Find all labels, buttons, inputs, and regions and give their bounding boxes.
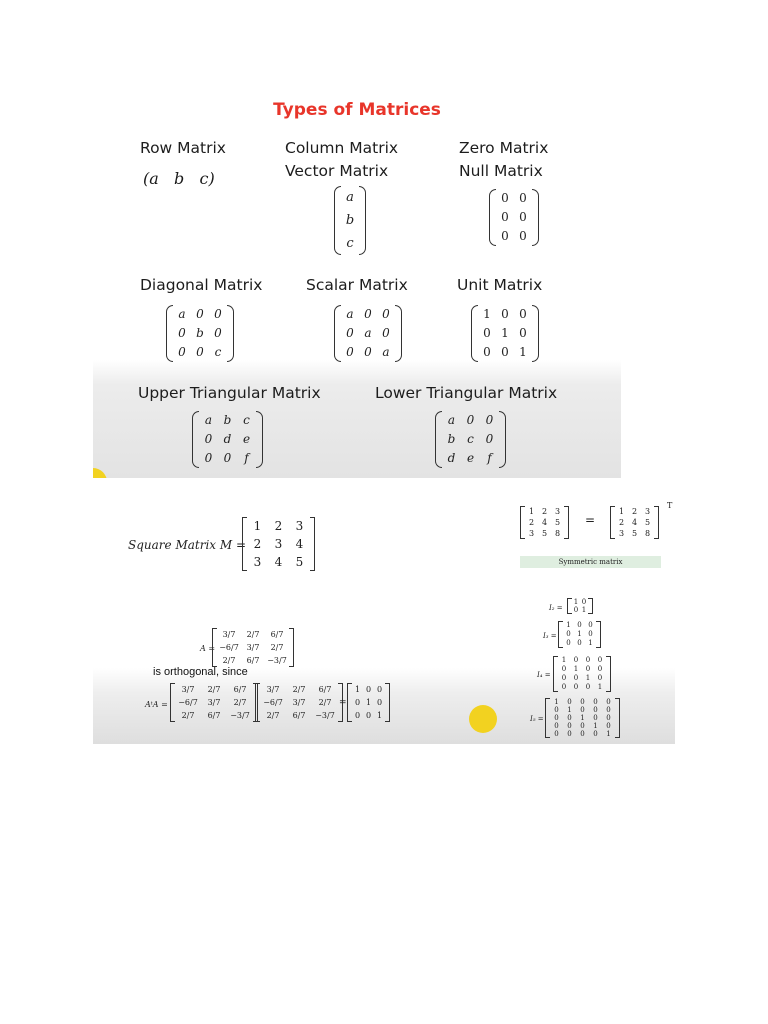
scalar-matrix-cell: 0 bbox=[346, 345, 354, 359]
column-matrix-cell: c bbox=[346, 236, 354, 251]
i4-cell: 1 bbox=[561, 656, 567, 664]
lower-triangular-cell: f bbox=[487, 451, 492, 465]
i3-cell: 0 bbox=[566, 630, 571, 638]
zero-matrix bbox=[489, 189, 539, 246]
upper-triangular-cell: 0 bbox=[204, 451, 213, 465]
unit-matrix-cell: 1 bbox=[483, 307, 491, 321]
symmetric-equals: = bbox=[585, 513, 596, 527]
scalar-matrix-cell: 0 bbox=[346, 326, 354, 340]
product-m1-cell: −3/7 bbox=[230, 711, 250, 720]
i5-cell: 0 bbox=[606, 722, 611, 730]
orthogonal-a-cell: 6/7 bbox=[246, 656, 260, 665]
unit-matrix-cell: 0 bbox=[483, 326, 491, 340]
product-m1-cell: 2/7 bbox=[181, 711, 195, 720]
row-matrix-label: Row Matrix bbox=[140, 139, 226, 157]
symmetric-left-cell: 3 bbox=[528, 529, 535, 538]
unit-matrix-cell: 0 bbox=[483, 345, 491, 359]
i5-cell: 0 bbox=[580, 722, 585, 730]
i2-cell: 0 bbox=[581, 598, 587, 606]
i3-cell: 0 bbox=[588, 621, 593, 629]
product-identity-cell: 0 bbox=[354, 698, 361, 707]
scalar-matrix-label: Scalar Matrix bbox=[306, 276, 408, 294]
cursor-highlight-dot bbox=[93, 468, 107, 478]
i5-cell: 0 bbox=[593, 706, 598, 714]
identity-matrix-i5 bbox=[545, 698, 620, 738]
i4-cell: 0 bbox=[585, 665, 591, 673]
scalar-matrix-cell: 0 bbox=[364, 307, 372, 321]
orthogonal-a-label: A = bbox=[200, 644, 216, 653]
unit-matrix-cell: 0 bbox=[501, 345, 509, 359]
i4-cell: 0 bbox=[597, 674, 603, 682]
i5-cell: 0 bbox=[606, 714, 611, 722]
i5-cell: 0 bbox=[554, 730, 559, 738]
i2-cell: 0 bbox=[573, 606, 579, 614]
upper-triangular-cell: d bbox=[223, 432, 232, 446]
orthogonal-statement: is orthogonal, since bbox=[153, 666, 248, 678]
i4-cell: 0 bbox=[573, 656, 579, 664]
i5-cell: 1 bbox=[593, 722, 598, 730]
square-matrix-cell: 4 bbox=[274, 555, 283, 569]
i4-cell: 0 bbox=[573, 683, 579, 691]
orthogonal-a-cell: 2/7 bbox=[246, 630, 260, 639]
lower-triangular-cell: a bbox=[447, 413, 456, 427]
symmetric-right-cell: 2 bbox=[631, 507, 638, 516]
i3-cell: 0 bbox=[577, 639, 582, 647]
zero-matrix-cell: 0 bbox=[501, 229, 509, 243]
orthogonal-matrix-a bbox=[212, 628, 294, 667]
i5-cell: 1 bbox=[554, 698, 559, 706]
product-m2-cell: −6/7 bbox=[263, 698, 283, 707]
i4-cell: 1 bbox=[597, 683, 603, 691]
product-identity-cell: 0 bbox=[365, 685, 372, 694]
product-m1-cell: 2/7 bbox=[233, 698, 247, 707]
column-matrix-label: Column Matrix bbox=[285, 139, 399, 157]
orthogonal-a-cell: 2/7 bbox=[270, 643, 284, 652]
i3-cell: 1 bbox=[588, 639, 593, 647]
product-identity-cell: 0 bbox=[376, 698, 383, 707]
lower-triangular-label: Lower Triangular Matrix bbox=[375, 384, 558, 402]
orthogonal-product-label: AᵗA = bbox=[145, 700, 168, 709]
product-m1-cell: 6/7 bbox=[207, 711, 221, 720]
lower-triangular-cell: c bbox=[467, 432, 474, 446]
unit-matrix bbox=[471, 305, 539, 362]
symmetric-left-cell: 3 bbox=[554, 507, 561, 516]
i5-cell: 0 bbox=[606, 698, 611, 706]
orthogonal-a-cell: 3/7 bbox=[246, 643, 260, 652]
symmetric-right-cell: 8 bbox=[644, 529, 651, 538]
i5-cell: 0 bbox=[580, 730, 585, 738]
i4-cell: 0 bbox=[561, 674, 567, 682]
identity-matrix-i3 bbox=[558, 621, 601, 648]
i4-cell: 0 bbox=[597, 665, 603, 673]
scalar-matrix-cell: a bbox=[364, 326, 372, 340]
lower-triangular-cell: 0 bbox=[485, 432, 494, 446]
upper-triangular-cell: b bbox=[223, 413, 232, 427]
symmetric-right-cell: 1 bbox=[618, 507, 625, 516]
square-matrix-cell: 3 bbox=[295, 519, 304, 533]
i2-cell: 1 bbox=[581, 606, 587, 614]
i5-cell: 0 bbox=[567, 714, 572, 722]
i3-cell: 1 bbox=[566, 621, 571, 629]
square-matrix-cell: 5 bbox=[295, 555, 304, 569]
orthogonal-a-cell: 3/7 bbox=[222, 630, 236, 639]
lower-triangular-cell: 0 bbox=[485, 413, 494, 427]
orthogonal-a-cell: −6/7 bbox=[219, 643, 239, 652]
product-identity-cell: 1 bbox=[376, 711, 383, 720]
diagonal-matrix-cell: b bbox=[196, 326, 204, 340]
scalar-matrix-cell: a bbox=[382, 345, 390, 359]
orthogonal-a-cell: −3/7 bbox=[267, 656, 287, 665]
symmetric-right-cell: 3 bbox=[618, 529, 625, 538]
orthogonal-a-cell: 2/7 bbox=[222, 656, 236, 665]
product-m1-cell: 3/7 bbox=[207, 698, 221, 707]
i5-cell: 1 bbox=[580, 714, 585, 722]
i4-cell: 0 bbox=[573, 674, 579, 682]
matrix-examples-panel bbox=[93, 478, 675, 744]
i5-cell: 0 bbox=[580, 706, 585, 714]
product-m2-cell: 2/7 bbox=[266, 711, 280, 720]
i5-cell: 0 bbox=[554, 714, 559, 722]
unit-matrix-label: Unit Matrix bbox=[457, 276, 543, 294]
product-m2-cell: 3/7 bbox=[266, 685, 280, 694]
product-m2-cell: −3/7 bbox=[315, 711, 335, 720]
zero-matrix-cell: 0 bbox=[501, 191, 509, 205]
scalar-matrix-cell: a bbox=[346, 307, 354, 321]
scalar-matrix-cell: 0 bbox=[382, 326, 390, 340]
i5-cell: 0 bbox=[606, 706, 611, 714]
symmetric-left-cell: 2 bbox=[541, 507, 548, 516]
upper-triangular-cell: a bbox=[204, 413, 213, 427]
column-matrix-cell: a bbox=[346, 190, 354, 205]
symmetric-left-cell: 4 bbox=[541, 518, 548, 527]
product-m2-cell: 2/7 bbox=[292, 685, 306, 694]
lower-triangular-cell: 0 bbox=[466, 413, 475, 427]
diagonal-matrix-cell: 0 bbox=[214, 307, 222, 321]
i4-label: I₄ = bbox=[537, 671, 551, 679]
vector-matrix-label: Vector Matrix bbox=[285, 162, 389, 180]
diagonal-matrix bbox=[166, 305, 234, 362]
i5-cell: 0 bbox=[593, 698, 598, 706]
product-m1-cell: 6/7 bbox=[233, 685, 247, 694]
product-m2-cell: 2/7 bbox=[318, 698, 332, 707]
orthogonal-product-m2 bbox=[255, 683, 343, 722]
product-identity-cell: 0 bbox=[354, 711, 361, 720]
product-identity-cell: 1 bbox=[365, 698, 372, 707]
i5-cell: 0 bbox=[593, 714, 598, 722]
orthogonal-product-m1 bbox=[170, 683, 258, 722]
i5-cell: 0 bbox=[580, 698, 585, 706]
scalar-matrix bbox=[334, 305, 402, 362]
orthogonal-identity-result bbox=[347, 683, 390, 722]
square-matrix-cell: 1 bbox=[253, 519, 262, 533]
types-of-matrices-slide bbox=[93, 85, 621, 478]
square-matrix-cell: 3 bbox=[274, 537, 283, 551]
i5-label: I₅ = bbox=[530, 715, 544, 723]
square-matrix-cell: 3 bbox=[253, 555, 262, 569]
i5-cell: 0 bbox=[554, 706, 559, 714]
i5-cell: 1 bbox=[567, 706, 572, 714]
unit-matrix-cell: 1 bbox=[501, 326, 509, 340]
diagonal-matrix-cell: 0 bbox=[178, 326, 186, 340]
lower-triangular-matrix bbox=[435, 411, 506, 468]
i2-label: I₂ = bbox=[549, 604, 563, 612]
diagonal-matrix-cell: 0 bbox=[178, 345, 186, 359]
upper-triangular-cell: c bbox=[243, 413, 250, 427]
i4-cell: 0 bbox=[585, 683, 591, 691]
orthogonal-product-equals: = bbox=[339, 698, 347, 708]
product-identity-cell: 0 bbox=[376, 685, 383, 694]
product-m2-cell: 6/7 bbox=[318, 685, 332, 694]
transpose-superscript: T bbox=[667, 501, 673, 510]
i5-cell: 0 bbox=[567, 730, 572, 738]
column-matrix-cell: b bbox=[345, 213, 355, 228]
i2-cell: 1 bbox=[573, 598, 579, 606]
product-identity-cell: 1 bbox=[354, 685, 361, 694]
i3-label: I₃ = bbox=[543, 632, 557, 640]
unit-matrix-cell: 1 bbox=[519, 345, 527, 359]
symmetric-right-cell: 5 bbox=[631, 529, 638, 538]
square-matrix-cell: 2 bbox=[253, 537, 262, 551]
square-matrix-label: Square Matrix M = bbox=[128, 538, 247, 552]
square-matrix bbox=[242, 517, 315, 571]
i4-cell: 1 bbox=[573, 665, 579, 673]
product-m1-cell: 2/7 bbox=[207, 685, 221, 694]
diagonal-matrix-cell: 0 bbox=[196, 307, 204, 321]
zero-matrix-cell: 0 bbox=[519, 210, 527, 224]
upper-triangular-label: Upper Triangular Matrix bbox=[138, 384, 321, 402]
i4-cell: 0 bbox=[597, 656, 603, 664]
column-matrix bbox=[334, 186, 366, 255]
symmetric-left-cell: 5 bbox=[541, 529, 548, 538]
diagonal-matrix-label: Diagonal Matrix bbox=[140, 276, 263, 294]
unit-matrix-cell: 0 bbox=[519, 326, 527, 340]
unit-matrix-cell: 0 bbox=[519, 307, 527, 321]
symmetric-right-cell: 4 bbox=[631, 518, 638, 527]
lower-triangular-cell: b bbox=[447, 432, 456, 446]
symmetric-right-cell: 5 bbox=[644, 518, 651, 527]
product-identity-cell: 0 bbox=[365, 711, 372, 720]
upper-triangular-matrix bbox=[192, 411, 263, 468]
upper-triangular-cell: f bbox=[244, 451, 249, 465]
diagonal-matrix-cell: 0 bbox=[214, 326, 222, 340]
square-matrix-cell: 2 bbox=[274, 519, 283, 533]
i3-cell: 0 bbox=[577, 621, 582, 629]
zero-matrix-cell: 0 bbox=[501, 210, 509, 224]
orthogonal-a-cell: 6/7 bbox=[270, 630, 284, 639]
row-matrix: (a b c) bbox=[143, 169, 215, 188]
i5-cell: 0 bbox=[567, 722, 572, 730]
null-matrix-label: Null Matrix bbox=[459, 162, 543, 180]
zero-matrix-label: Zero Matrix bbox=[459, 139, 549, 157]
square-matrix-cell: 4 bbox=[295, 537, 304, 551]
diagonal-matrix-cell: 0 bbox=[196, 345, 204, 359]
unit-matrix-cell: 0 bbox=[501, 307, 509, 321]
symmetric-left-cell: 8 bbox=[554, 529, 561, 538]
symmetric-right-cell: 2 bbox=[618, 518, 625, 527]
scalar-matrix-cell: 0 bbox=[382, 307, 390, 321]
i3-cell: 0 bbox=[588, 630, 593, 638]
i4-cell: 0 bbox=[561, 665, 567, 673]
i5-cell: 0 bbox=[554, 722, 559, 730]
symmetric-right-cell: 3 bbox=[644, 507, 651, 516]
i4-cell: 0 bbox=[561, 683, 567, 691]
scalar-matrix-cell: 0 bbox=[364, 345, 372, 359]
product-m1-cell: 3/7 bbox=[181, 685, 195, 694]
i5-cell: 0 bbox=[567, 698, 572, 706]
i5-cell: 0 bbox=[593, 730, 598, 738]
lower-triangular-cell: d bbox=[447, 451, 456, 465]
symmetric-matrix-right bbox=[610, 506, 659, 539]
slide-title: Types of Matrices bbox=[273, 100, 441, 120]
identity-matrix-i4 bbox=[553, 656, 611, 692]
symmetric-left-cell: 5 bbox=[554, 518, 561, 527]
upper-triangular-cell: e bbox=[242, 432, 251, 446]
symmetric-left-cell: 1 bbox=[528, 507, 535, 516]
symmetric-left-cell: 2 bbox=[528, 518, 535, 527]
diagonal-matrix-cell: c bbox=[214, 345, 222, 359]
product-m2-cell: 6/7 bbox=[292, 711, 306, 720]
i3-cell: 0 bbox=[566, 639, 571, 647]
i5-cell: 1 bbox=[606, 730, 611, 738]
lower-triangular-cell: e bbox=[466, 451, 475, 465]
zero-matrix-cell: 0 bbox=[519, 191, 527, 205]
product-m2-cell: 3/7 bbox=[292, 698, 306, 707]
product-m1-cell: −6/7 bbox=[178, 698, 198, 707]
symmetric-caption: Symmetric matrix bbox=[520, 556, 661, 568]
upper-triangular-cell: 0 bbox=[204, 432, 213, 446]
symmetric-matrix-left bbox=[520, 506, 569, 539]
zero-matrix-cell: 0 bbox=[519, 229, 527, 243]
cursor-highlight-dot bbox=[469, 705, 497, 733]
diagonal-matrix-cell: a bbox=[178, 307, 186, 321]
identity-matrix-i2 bbox=[567, 598, 593, 614]
i4-cell: 1 bbox=[585, 674, 591, 682]
i3-cell: 1 bbox=[577, 630, 582, 638]
upper-triangular-cell: 0 bbox=[223, 451, 232, 465]
i4-cell: 0 bbox=[585, 656, 591, 664]
